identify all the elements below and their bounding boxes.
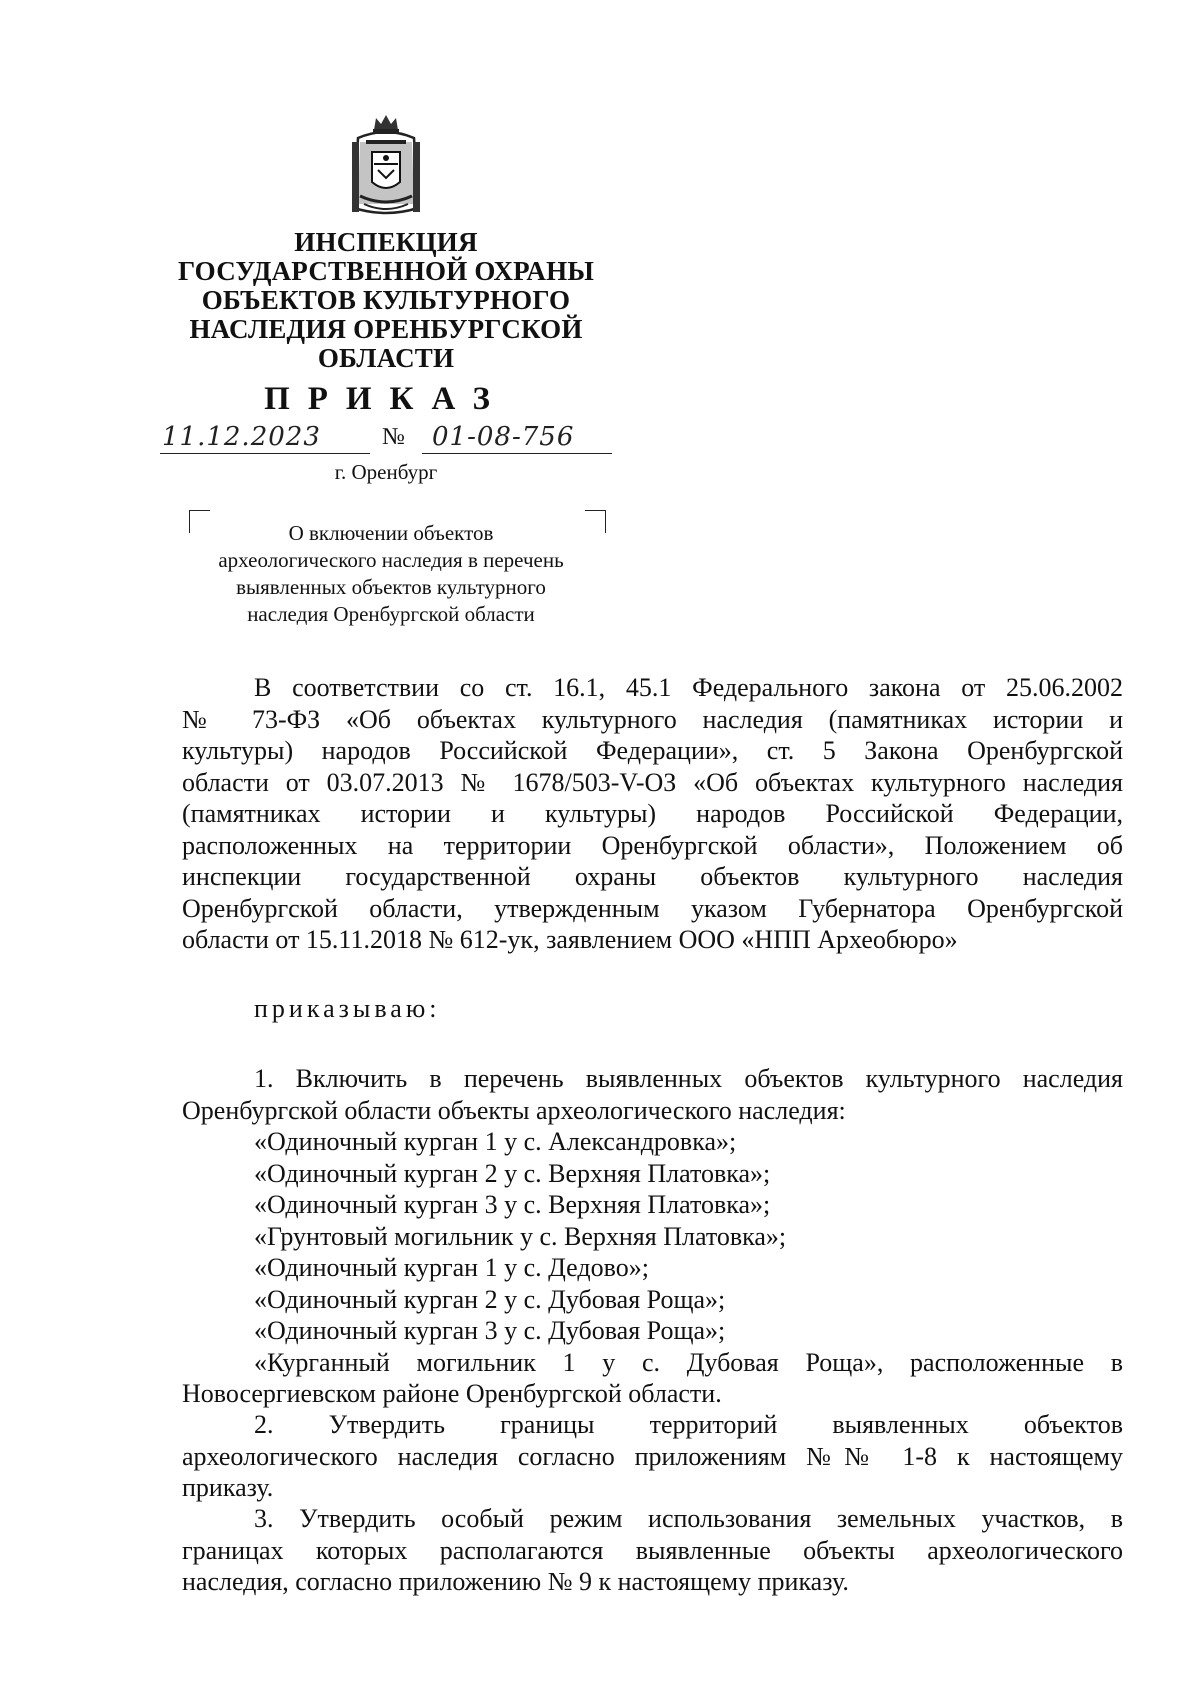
item-3-paragraph xyxy=(182,1503,1123,1598)
list-item: «Грунтовый могильник у с. Верхняя Платовка»; xyxy=(254,1221,787,1251)
org-line: ГОСУДАРСТВЕННОЙ ОХРАНЫ xyxy=(177,256,595,286)
coat-of-arms-emblem xyxy=(346,112,426,220)
text-line: инспекции государственной охраны объектов культурного наследия xyxy=(182,862,1123,891)
list-item: «Одиночный курган 3 у с. Верхняя Платовка»; xyxy=(254,1190,771,1219)
org-line: ОБЛАСТИ xyxy=(317,343,455,373)
document-type-title: ПРИКАЗ xyxy=(264,381,508,417)
text-line: «Курганный могильник 1 у с. Дубовая Роща», расположенные в xyxy=(254,1347,1123,1377)
text-line: Новосергиевском районе Оренбургской области. xyxy=(182,1379,722,1408)
list-item: «Одиночный курган 2 у с. Дубовая Роща»; xyxy=(254,1284,726,1314)
text-line: 1. Включить в перечень выявленных объектов культурного наследия xyxy=(254,1064,1123,1093)
text-line: области от 03.07.2013 № 1678/503-V-ОЗ «Об объектах культурного наследия xyxy=(182,767,1123,797)
list-item: «Одиночный курган 1 у с. Александровка»; xyxy=(254,1127,737,1156)
text-line: Оренбургской области, утвержденным указом Губернатора Оренбургской xyxy=(182,893,1123,923)
org-line: НАСЛЕДИЯ ОРЕНБУРГСКОЙ xyxy=(189,314,583,344)
number-underline xyxy=(422,453,612,454)
subject-line: выявленных объектов культурного xyxy=(236,575,546,599)
date-underline xyxy=(160,453,370,454)
text-line: Оренбургской области объекты археологического наследия: xyxy=(182,1095,846,1125)
document-subject xyxy=(185,520,597,628)
list-item: «Одиночный курган 1 у с. Дедово»; xyxy=(254,1253,649,1282)
order-word xyxy=(182,993,1123,1025)
item-1-paragraph xyxy=(182,1063,1123,1410)
text-line: В соответствии со ст. 16.1, 45.1 Федерального закона от 25.06.2002 xyxy=(254,673,1123,702)
text-line: культуры) народов Российской Федерации», ст. 5 Закона Оренбургской xyxy=(182,736,1123,765)
text-line: границах которых располагаются выявленные объекты археологического xyxy=(182,1535,1123,1565)
city-name: г. Оренбург xyxy=(334,460,438,484)
text-line: № 73-ФЗ «Об объектах культурного наследия (памятниках истории и xyxy=(182,704,1123,734)
text-line: наследия, согласно приложению № 9 к настоящему приказу. xyxy=(182,1567,849,1596)
subject-line: археологического наследия в перечень xyxy=(218,548,564,572)
subject-line: О включении объектов xyxy=(288,521,494,545)
subject-line: наследия Оренбургской области xyxy=(247,602,535,626)
number-sign: № xyxy=(382,424,405,450)
handwritten-date: 11.12.2023 xyxy=(162,422,321,452)
text-line: приказу. xyxy=(182,1473,274,1502)
text-line: 2. Утвердить границы территорий выявленных объектов xyxy=(254,1410,1123,1439)
preamble-paragraph xyxy=(182,672,1123,956)
item-2-paragraph xyxy=(182,1409,1123,1504)
text-line: области от 15.11.2018 № 612-ук, заявлением ООО «НПП Археобюро» xyxy=(182,925,958,954)
text-line: расположенных на территории Оренбургской области», Положением об xyxy=(182,830,1123,860)
org-line: ОБЪЕКТОВ КУЛЬТУРНОГО xyxy=(201,285,571,315)
text-line: (памятниках истории и культуры) народов Российской Федерации, xyxy=(182,799,1123,828)
handwritten-number: 01-08-756 xyxy=(432,422,575,452)
organization-title xyxy=(160,228,612,373)
text-line: 3. Утвердить особый режим использования земельных участков, в xyxy=(254,1504,1123,1533)
date-number-line xyxy=(160,418,612,460)
text-line: археологического наследия согласно приложениям №№ 1-8 к настоящему xyxy=(182,1441,1123,1471)
org-line: ИНСПЕКЦИЯ xyxy=(294,227,478,257)
list-item: «Одиночный курган 2 у с. Верхняя Платовка»; xyxy=(254,1158,771,1188)
order-word-text: приказываю: xyxy=(254,994,441,1023)
list-item: «Одиночный курган 3 у с. Дубовая Роща»; xyxy=(254,1316,726,1345)
